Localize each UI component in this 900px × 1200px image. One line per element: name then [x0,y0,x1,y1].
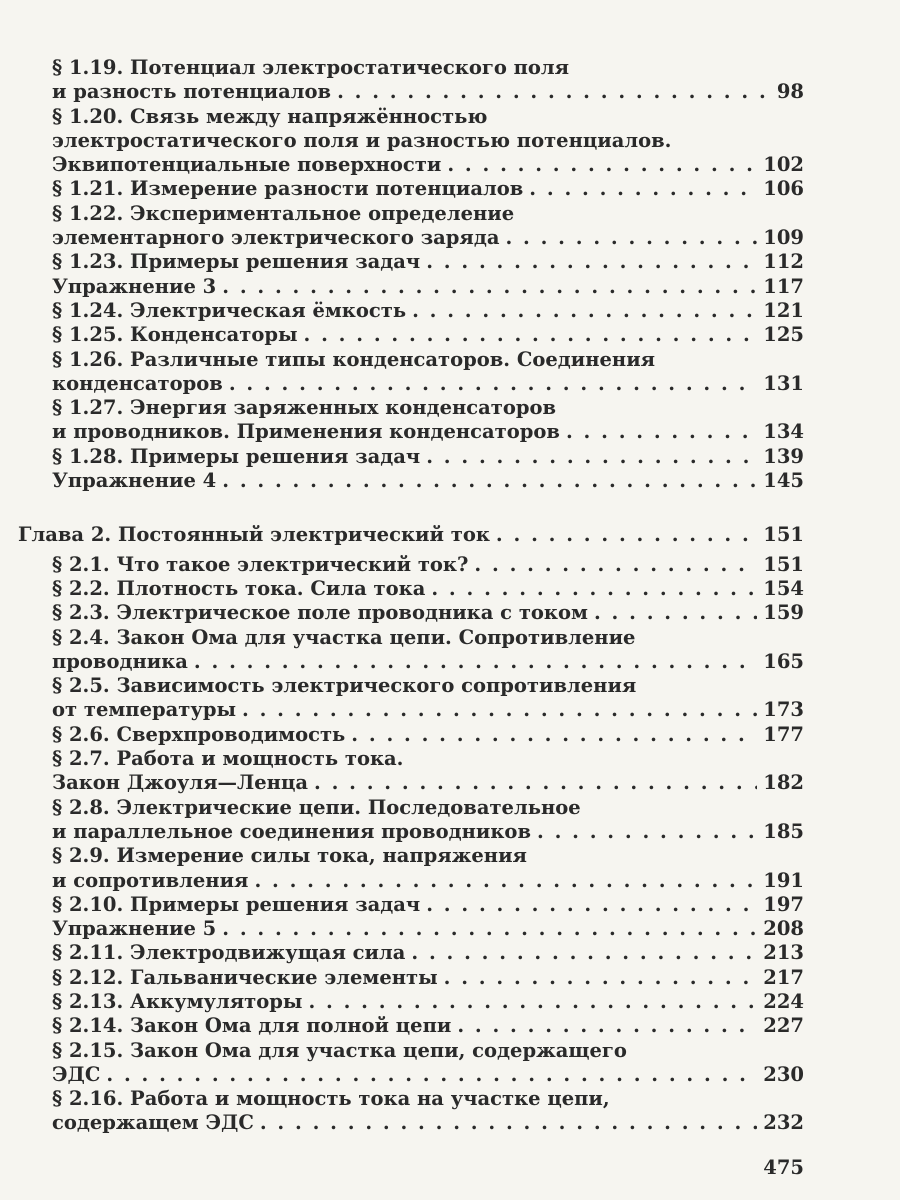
dot-leader [566,420,757,444]
toc-entry [0,250,900,274]
entry-page-number: 173 [763,698,804,722]
dot-leader [496,523,757,547]
toc-line [0,1063,804,1087]
entry-title-line: Упражнение 5 [52,917,217,941]
toc-line [0,80,804,104]
entry-title-line: § 2.14. Закон Ома для полной цепи [52,1014,452,1038]
dot-leader [194,650,757,674]
toc-chapter-1-entries [0,56,900,493]
dot-leader [426,893,757,917]
entry-title-line: Эквипотенциальные поверхности [52,153,442,177]
entry-page-number: 109 [763,226,804,250]
toc-entry [0,917,900,941]
entry-title-line: § 2.15. Закон Ома для участка цепи, содержащего [52,1038,627,1062]
dot-leader [474,553,757,577]
entry-title-line: § 2.11. Электродвижущая сила [52,941,406,965]
entry-title-line: § 2.10. Примеры решения задач [52,892,421,916]
dot-leader [304,323,758,347]
entry-title-line: § 2.5. Зависимость электрического сопротивления [52,674,637,698]
toc-entry [0,747,900,796]
toc-entry [0,177,900,201]
toc-entry [0,105,900,178]
toc-line [0,420,804,444]
entry-title-line: § 1.28. Примеры решения задач [52,444,421,468]
entry-title-line: § 1.26. Различные типы конденсаторов. Соединения [52,347,656,371]
table-of-contents [0,56,900,1136]
dot-leader [222,469,757,493]
toc-entry [0,893,900,917]
toc-entry [0,1014,900,1038]
entry-title-line: проводника [52,649,188,673]
toc-line [0,553,804,577]
toc-entry [0,323,900,347]
toc-line [0,893,804,917]
dot-leader [222,275,757,299]
toc-line [0,650,804,674]
entry-title-line: § 1.27. Энергия заряженных конденсаторов [52,396,557,420]
toc-line [0,177,804,201]
dot-leader [260,1111,757,1135]
dot-leader [431,577,757,601]
entry-page-number: 159 [763,601,804,625]
entry-title-line: Упражнение 3 [52,274,217,298]
dot-leader [444,966,758,990]
entry-title-line: § 2.7. Работа и мощность тока. [52,747,404,771]
entry-title-line: § 2.13. Аккумуляторы [52,989,303,1013]
toc-entry [0,723,900,747]
entry-title-line: и параллельное соединения проводников [52,819,531,843]
toc-entry [0,990,900,1014]
entry-title-line: § 1.23. Примеры решения задач [52,250,421,274]
entry-page-number: 177 [763,722,804,746]
toc-line [0,771,804,795]
dot-leader [337,80,771,104]
entry-title-line: и проводников. Применения конденсаторов [52,420,560,444]
toc-line [0,917,804,941]
toc-line [0,56,804,80]
toc-line [0,869,804,893]
toc-entry [0,796,900,845]
toc-entry [0,275,900,299]
entry-page-number: 165 [763,649,804,673]
entry-title-line: и сопротивления [52,868,249,892]
dot-leader [242,698,757,722]
toc-line [0,601,804,625]
toc-chapter-2-entries [0,553,900,1136]
entry-title-line: § 2.4. Закон Ома для участка цепи. Сопротивление [52,625,636,649]
toc-entry [0,396,900,445]
toc-line [0,1014,804,1038]
entry-title-line: § 2.12. Гальванические элементы [52,965,438,989]
entry-title-line: Упражнение 4 [52,469,217,493]
entry-page-number: 125 [763,323,804,347]
toc-line [0,747,804,771]
toc-line [0,1111,804,1135]
toc-line [0,129,804,153]
entry-page-number: 131 [763,371,804,395]
chapter-page-number: 151 [763,523,804,547]
toc-line [0,966,804,990]
toc-line [0,469,804,493]
toc-line [0,275,804,299]
toc-line [0,844,804,868]
entry-title-line: от температуры [52,698,237,722]
toc-line [0,820,804,844]
chapter-title: Глава 2. Постоянный электрический ток [18,523,490,547]
toc-line [0,523,804,547]
entry-title-line: § 2.8. Электрические цепи. Последовательное [52,795,581,819]
dot-leader [229,372,757,396]
entry-page-number: 154 [763,576,804,600]
toc-line [0,250,804,274]
toc-line [0,372,804,396]
toc-line [0,674,804,698]
toc-entry [0,966,900,990]
entry-title-line: § 2.2. Плотность тока. Сила тока [52,576,426,600]
toc-entry [0,577,900,601]
entry-page-number: 230 [763,1062,804,1086]
dot-leader [412,299,757,323]
dot-leader [351,723,757,747]
page-number-footer: 475 [763,1156,804,1179]
entry-page-number: 217 [763,965,804,989]
dot-leader [505,226,757,250]
dot-leader [426,250,757,274]
toc-entry [0,941,900,965]
toc-line [0,105,804,129]
entry-page-number: 213 [763,941,804,965]
toc-line [0,796,804,820]
dot-leader [594,601,757,625]
entry-page-number: 117 [763,274,804,298]
entry-page-number: 232 [763,1111,804,1135]
toc-line [0,445,804,469]
entry-title-line: § 2.3. Электрическое поле проводника с током [52,601,588,625]
toc-entry [0,1087,900,1136]
toc-entry [0,553,900,577]
entry-page-number: 208 [763,917,804,941]
entry-page-number: 185 [763,819,804,843]
toc-entry [0,299,900,323]
entry-page-number: 134 [763,420,804,444]
entry-title-line: § 2.9. Измерение силы тока, напряжения [52,844,527,868]
toc-entry [0,469,900,493]
toc-line [0,698,804,722]
entry-page-number: 191 [763,868,804,892]
dot-leader [411,941,757,965]
dot-leader [106,1063,757,1087]
toc-entry [0,348,900,397]
toc-line [0,990,804,1014]
entry-title-line: и разность потенциалов [52,80,332,104]
entry-page-number: 145 [763,469,804,493]
entry-title-line: § 2.16. Работа и мощность тока на участке цепи, [52,1087,610,1111]
entry-page-number: 139 [763,444,804,468]
entry-title-line: электростатического поля и разностью потенциалов. [52,128,672,152]
dot-leader [537,820,757,844]
toc-entry [0,56,900,105]
entry-title-line: конденсаторов [52,371,223,395]
entry-title-line: § 1.19. Потенциал электростатического поля [52,56,570,79]
entry-page-number: 197 [763,892,804,916]
toc-line [0,202,804,226]
entry-title-line: § 2.6. Сверхпроводимость [52,722,346,746]
entry-page-number: 224 [763,989,804,1013]
dot-leader [426,445,757,469]
dot-leader [222,917,757,941]
toc-entry [0,202,900,251]
entry-page-number: 227 [763,1014,804,1038]
toc-line [0,1087,804,1111]
entry-page-number: 98 [776,80,804,104]
toc-entry [0,445,900,469]
toc-line [0,941,804,965]
dot-leader [529,177,757,201]
entry-page-number: 121 [763,298,804,322]
entry-title-line: § 1.24. Электрическая ёмкость [52,298,407,322]
toc-line [0,1039,804,1063]
dot-leader [314,771,757,795]
toc-line [0,577,804,601]
toc-entry [0,601,900,625]
toc-line [0,723,804,747]
dot-leader [457,1014,757,1038]
toc-line [0,626,804,650]
toc-entry [0,626,900,675]
entry-title-line: Закон Джоуля—Ленца [52,771,308,795]
dot-leader [447,153,757,177]
entry-page-number: 102 [763,153,804,177]
toc-entry [0,844,900,893]
entry-title-line: § 1.22. Экспериментальное определение [52,201,515,225]
entry-title-line: ЭДС [52,1062,101,1086]
entry-title-line: § 1.25. Конденсаторы [52,323,298,347]
toc-line [0,323,804,347]
toc-line [0,299,804,323]
entry-page-number: 151 [763,552,804,576]
dot-leader [254,869,757,893]
entry-title-line: содержащем ЭДС [52,1111,254,1135]
entry-page-number: 112 [763,250,804,274]
chapter-heading [0,523,900,547]
toc-line [0,226,804,250]
toc-line [0,153,804,177]
dot-leader [308,990,757,1014]
toc-entry [0,674,900,723]
entry-page-number: 182 [763,771,804,795]
entry-title-line: § 2.1. Что такое электрический ток? [52,552,469,576]
chapter-spacer [0,493,900,523]
entry-title-line: § 1.21. Измерение разности потенциалов [52,177,524,201]
entry-title-line: элементарного электрического заряда [52,226,500,250]
entry-title-line: § 1.20. Связь между напряжённостью [52,104,488,128]
toc-line [0,348,804,372]
entry-page-number: 106 [763,177,804,201]
toc-entry [0,1039,900,1088]
toc-line [0,396,804,420]
